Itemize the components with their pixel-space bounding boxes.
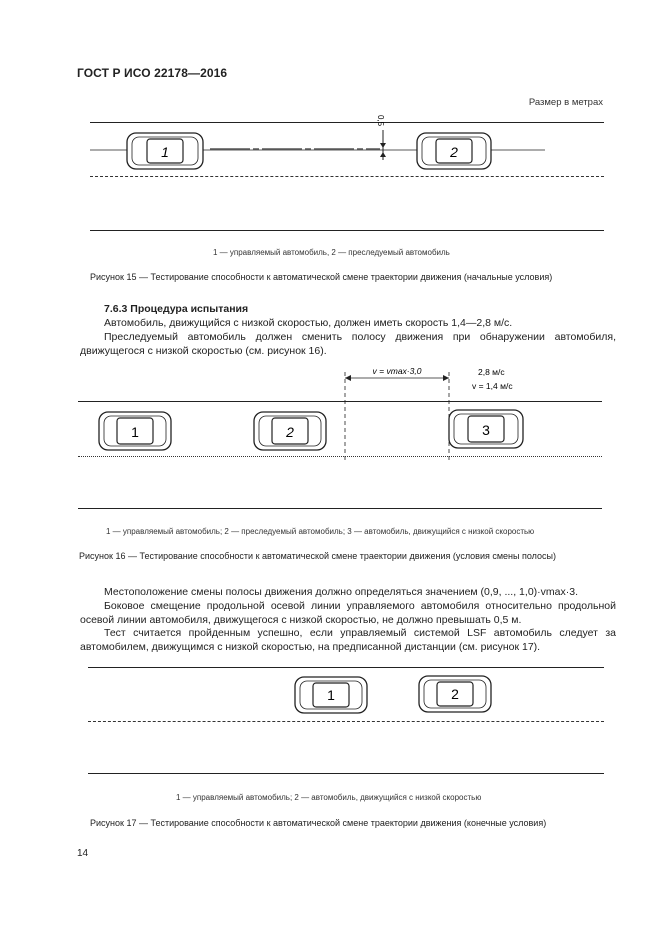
dimension-arrow-bottom	[380, 152, 386, 157]
car-1	[127, 133, 203, 169]
paragraph-5: Тест считается пройденным успешно, если управляемый системой LSF автомобиль следует за автомобилем, движущимся с низкой скоростью, на предписанной дистанции (см. рисунок 17).	[80, 627, 616, 653]
dimension-label: 0,5	[376, 115, 385, 127]
road-edge-bottom	[88, 773, 604, 774]
car-3-label: 3	[482, 422, 490, 438]
figure17-caption: Рисунок 17 — Тестирование способности к автоматической смене траектории движения (конечные условия)	[90, 818, 547, 828]
car-1	[99, 412, 171, 450]
car-2-label: 2	[450, 144, 458, 160]
paragraph-1: Автомобиль, движущийся с низкой скоростью, должен иметь скорость 1,4—2,8 м/с.	[104, 317, 513, 329]
figure15-legend: 1 — управляемый автомобиль, 2 — преследуемый автомобиль	[213, 248, 450, 257]
car-2-label: 2	[286, 424, 294, 440]
car-2	[417, 133, 491, 169]
dimension-arrow-top	[380, 143, 386, 148]
car-1-label: 1	[131, 424, 139, 440]
formula-label: v = vmax·3,0	[372, 366, 422, 376]
figure15-diagram	[0, 100, 661, 190]
speed-bottom: v = 1,4 м/с	[472, 381, 513, 391]
lane-divider	[88, 721, 604, 722]
car-1-label: 1	[327, 687, 335, 703]
size-note: Размер в метрах	[528, 97, 603, 108]
car-2-label: 2	[451, 686, 459, 702]
figure17-legend: 1 — управляемый автомобиль; 2 — автомобиль, движущийся с низкой скоростью	[176, 793, 482, 802]
section-title: 7.6.3 Процедура испытания	[104, 303, 249, 315]
car-1	[295, 677, 367, 713]
page-number: 14	[77, 848, 89, 859]
car-1-label: 1	[161, 144, 169, 160]
car-2	[254, 412, 326, 450]
paragraph-4: Боковое смещение продольной осевой линии управляемого автомобиля относительно продольной осевой линии автомобиля, движущегося с низкой скоростью, не должно превышать 0,5 м.	[80, 600, 616, 626]
figure15-caption: Рисунок 15 — Тестирование способности к автоматической смене траектории движения (начальные условия)	[90, 272, 553, 282]
road-edge-top	[88, 667, 604, 668]
car-2	[419, 676, 491, 712]
figure16-legend: 1 — управляемый автомобиль; 2 — преследуемый автомобиль; 3 — автомобиль, движущийся с низкой скоростью	[106, 527, 535, 536]
paragraph-3: Местоположение смены полосы движения должно определяться значением (0,9, ..., 1,0)·vmax·3.	[104, 586, 578, 598]
figure17-diagram	[0, 670, 661, 720]
figure16-caption: Рисунок 16 — Тестирование способности к автоматической смене траектории движения (условия смены полосы)	[79, 551, 556, 561]
paragraph-2: Преследуемый автомобиль должен сменить полосу движения при обнаружении автомобиля, движущегося с низкой скоростью (см. рисунок 16).	[80, 331, 616, 357]
speed-top: 2,8 м/с	[478, 367, 505, 377]
document-header: ГОСТ Р ИСО 22178—2016	[77, 66, 228, 80]
car-3	[449, 410, 523, 448]
figure16-diagram	[0, 360, 661, 470]
road-edge-bottom	[78, 508, 602, 509]
road-edge-bottom	[90, 230, 604, 231]
